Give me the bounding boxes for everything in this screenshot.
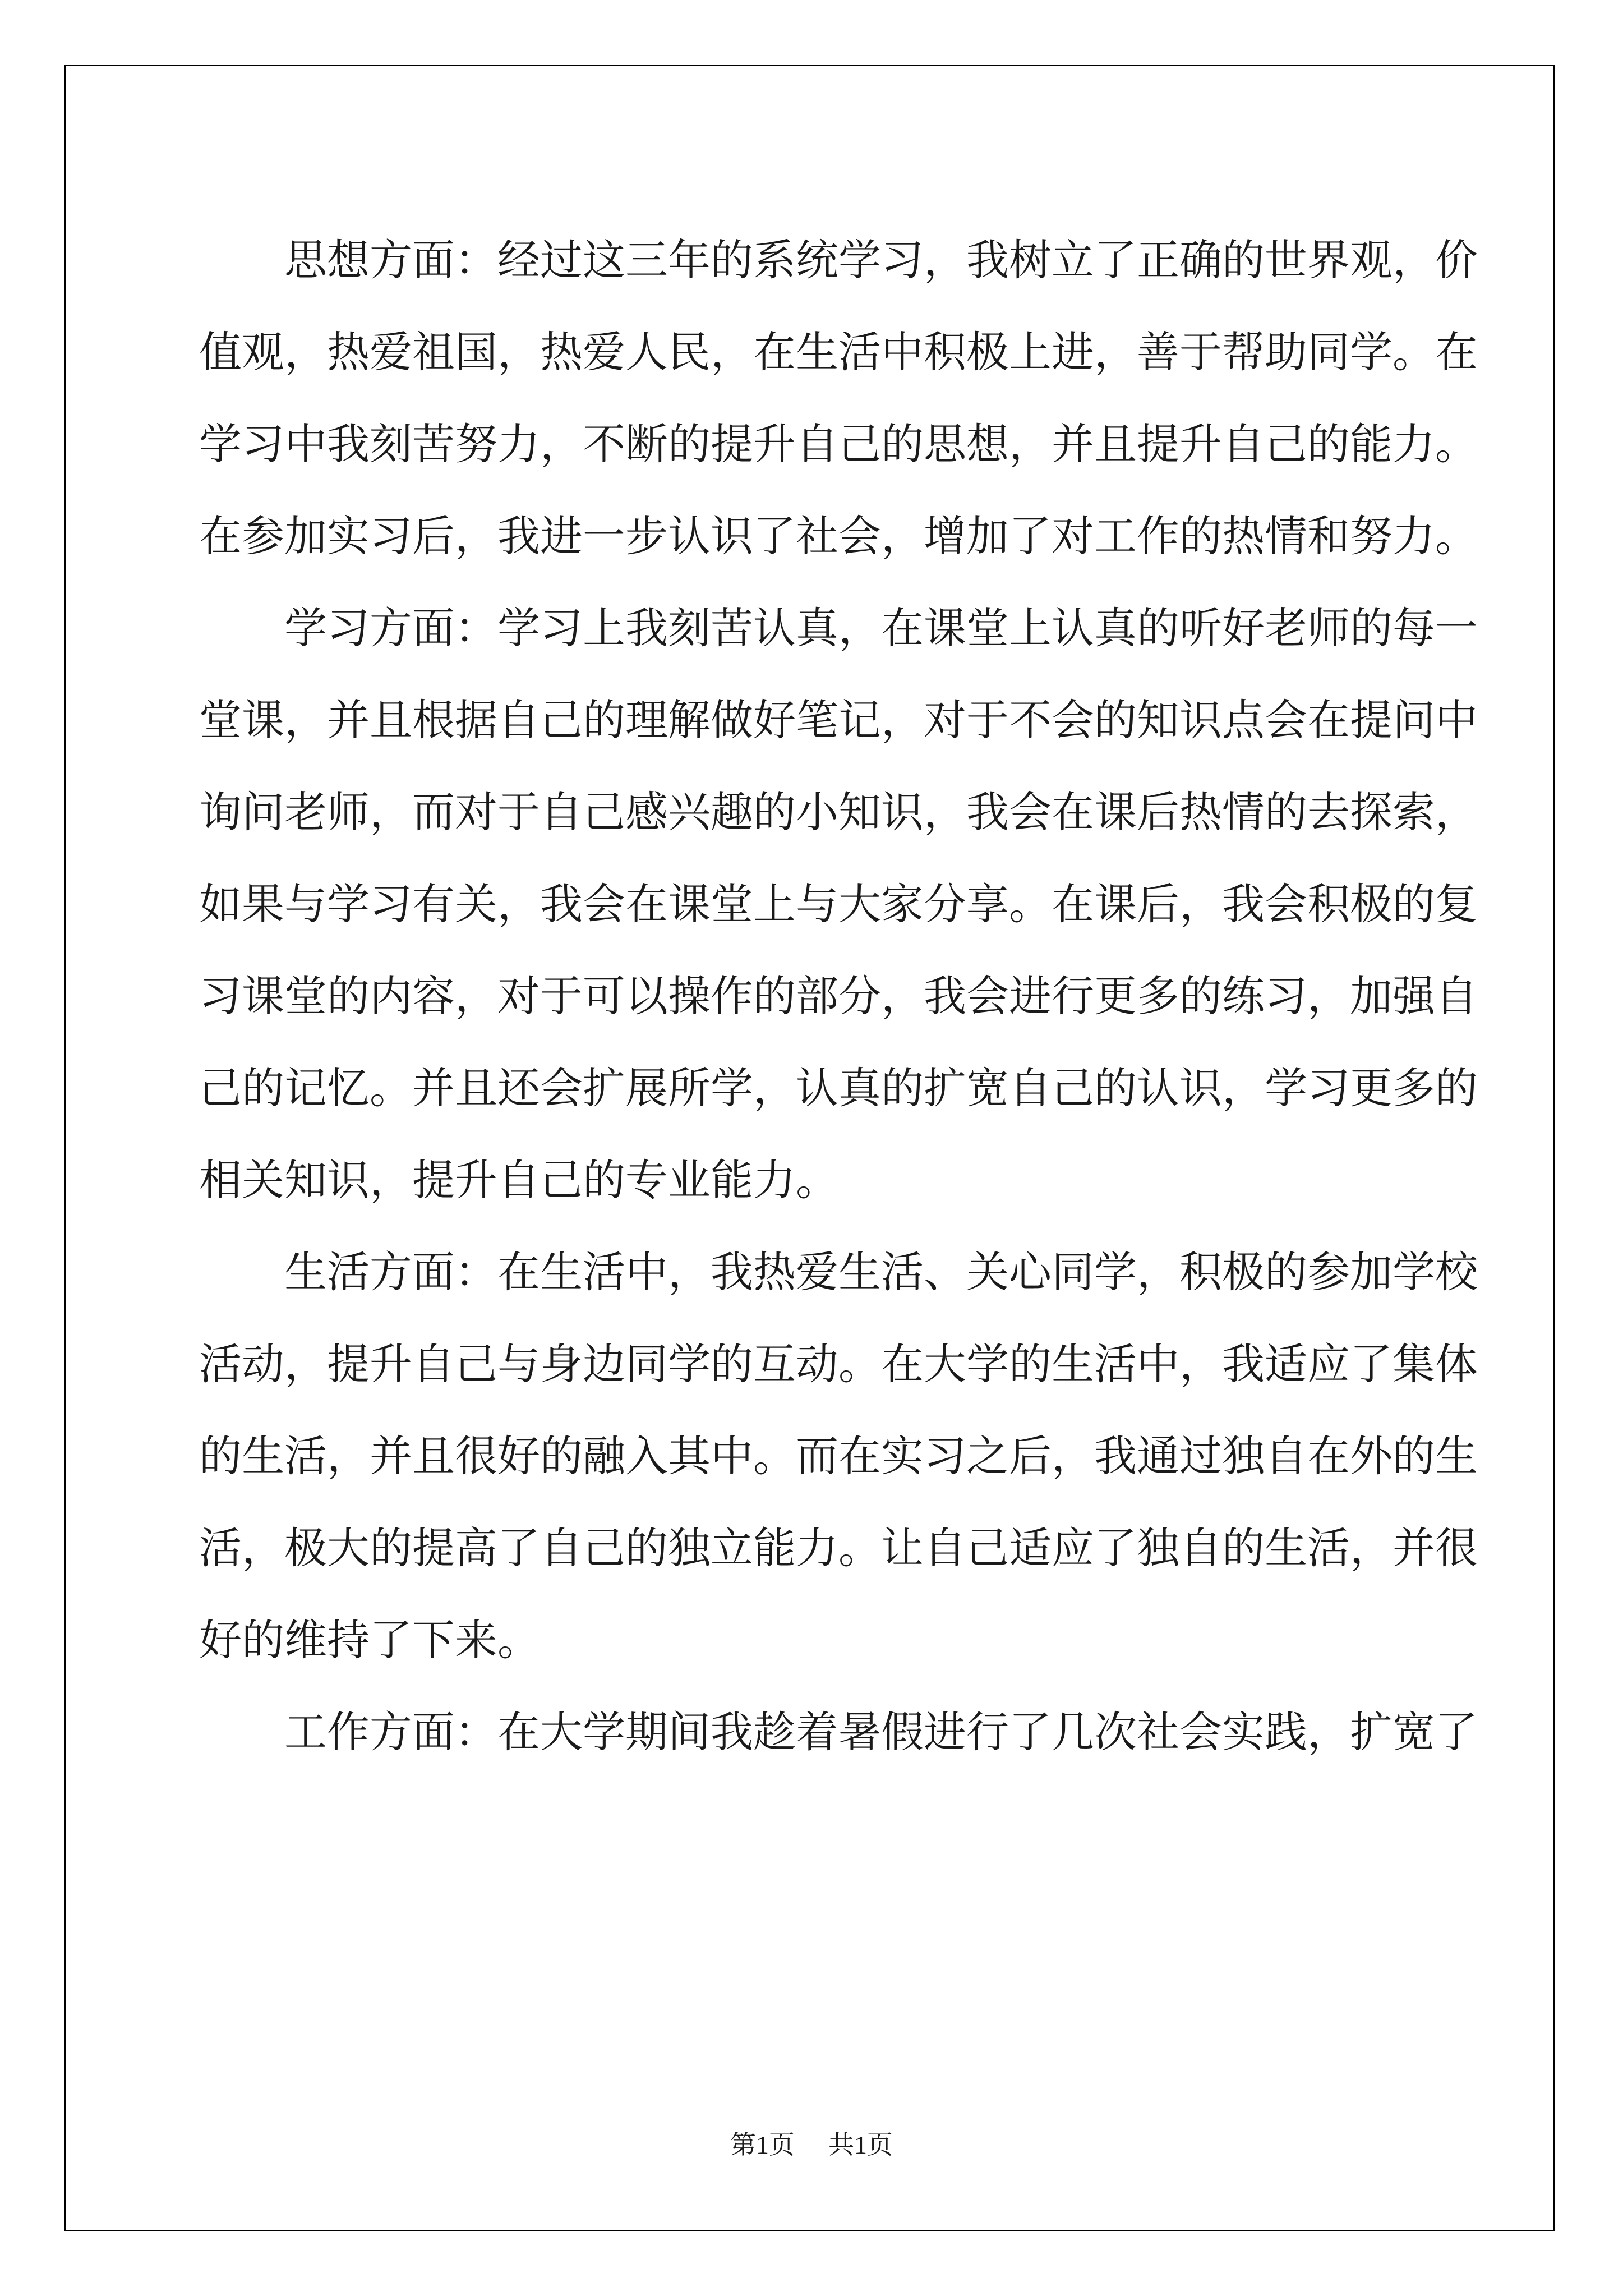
page-number: 第1页 <box>730 2131 795 2159</box>
paragraph-study <box>199 582 1478 1226</box>
page-footer <box>0 2128 1623 2162</box>
text-line: 活，极大的提高了自己的独立能力。让自己适应了独自的生活，并很 <box>199 1523 1478 1573</box>
paragraph-life <box>199 1226 1478 1686</box>
page-total: 共1页 <box>828 2131 893 2159</box>
paragraph-work <box>199 1686 1478 1778</box>
text-line: 好的维持了下来。 <box>199 1615 540 1665</box>
text-line: 学习中我刻苦努力，不断的提升自己的思想，并且提升自己的能力。 <box>199 419 1478 469</box>
text-line: 值观，热爱祖国，热爱人民，在生活中积极上进，善于帮助同学。在 <box>199 327 1478 377</box>
text-line: 学习方面：学习上我刻苦认真，在课堂上认真的听好老师的每一 <box>284 603 1478 653</box>
paragraph-thought <box>199 214 1478 582</box>
text-line: 活动，提升自己与身边同学的互动。在大学的生活中，我适应了集体 <box>199 1339 1478 1389</box>
text-line: 生活方面：在生活中，我热爱生活、关心同学，积极的参加学校 <box>284 1247 1478 1297</box>
text-line: 己的记忆。并且还会扩展所学，认真的扩宽自己的认识，学习更多的 <box>199 1063 1478 1113</box>
text-line: 思想方面：经过这三年的系统学习，我树立了正确的世界观，价 <box>284 235 1478 285</box>
text-line: 询问老师，而对于自己感兴趣的小知识，我会在课后热情的去探索， <box>199 787 1478 837</box>
text-line: 如果与学习有关，我会在课堂上与大家分享。在课后，我会积极的复 <box>199 879 1478 929</box>
text-line: 堂课，并且根据自己的理解做好笔记，对于不会的知识点会在提问中 <box>199 695 1478 745</box>
text-line: 相关知识，提升自己的专业能力。 <box>199 1155 838 1205</box>
text-line: 习课堂的内容，对于可以操作的部分，我会进行更多的练习，加强自 <box>199 971 1478 1021</box>
text-line: 在参加实习后，我进一步认识了社会，增加了对工作的热情和努力。 <box>199 511 1478 561</box>
document-body <box>199 214 1478 1778</box>
text-line: 工作方面：在大学期间我趁着暑假进行了几次社会实践，扩宽了 <box>284 1707 1478 1757</box>
text-line: 的生活，并且很好的融入其中。而在实习之后，我通过独自在外的生 <box>199 1431 1478 1481</box>
